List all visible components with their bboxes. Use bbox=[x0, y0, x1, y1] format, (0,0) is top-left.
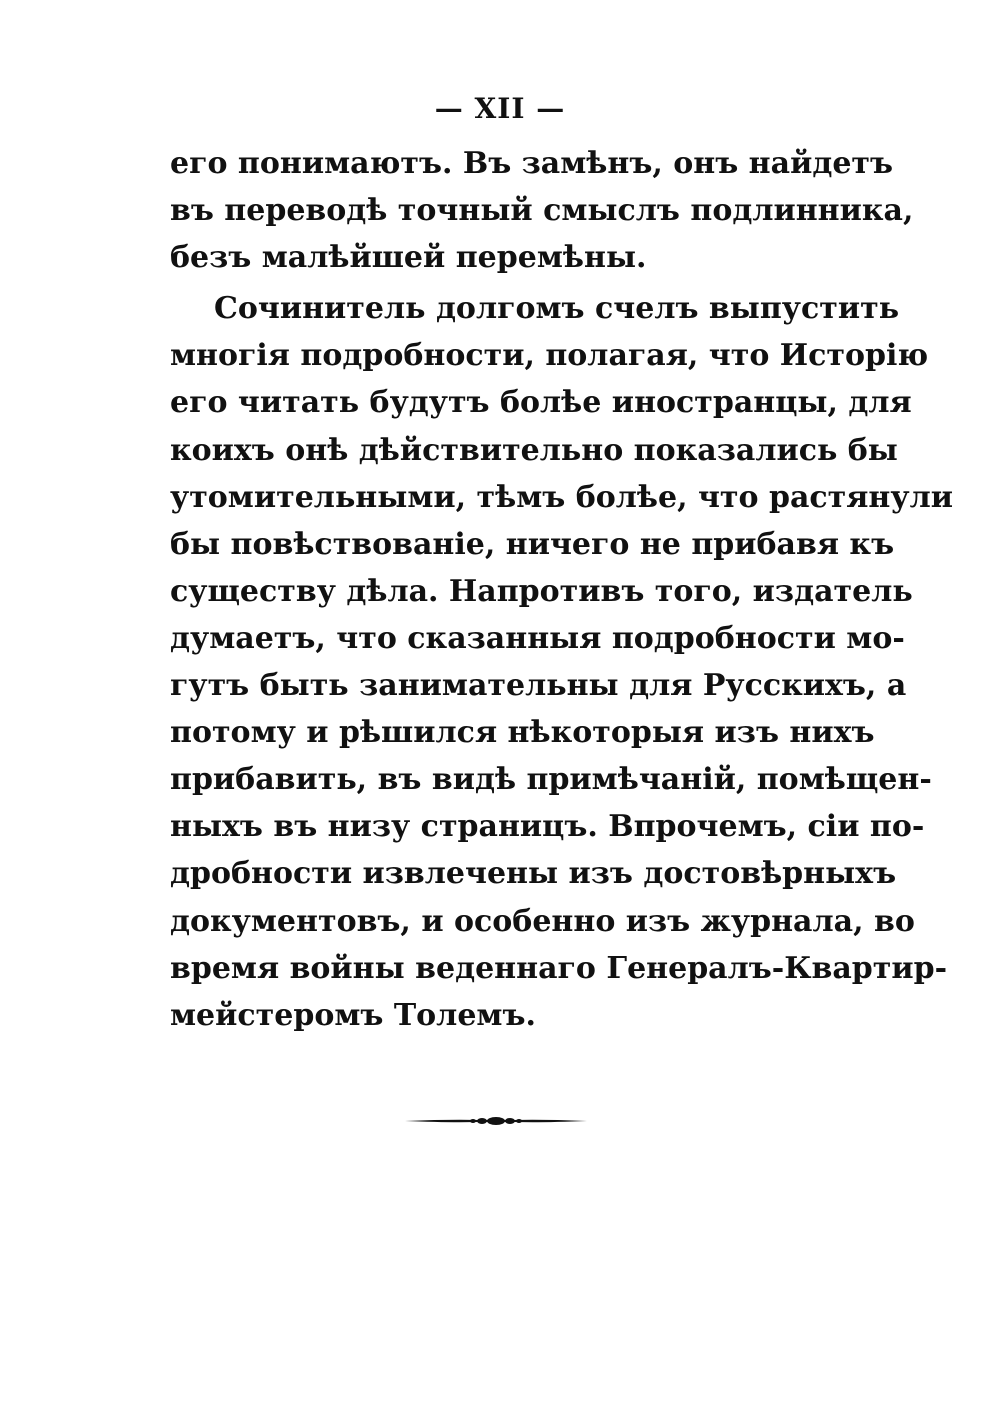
text-line: бы повѣствованіе, ничего не прибавя къ bbox=[170, 526, 895, 562]
text-line: ныхъ въ низу страницъ. Впрочемъ, сіи по- bbox=[170, 809, 925, 845]
text-line: Сочинитель долгомъ счелъ выпустить bbox=[214, 291, 900, 327]
text-line: существу дѣла. Напротивъ того, издатель bbox=[170, 573, 913, 609]
text-line: думаетъ, что сказанныя подробности мо- bbox=[170, 620, 905, 656]
text-line: коихъ онѣ дѣйствительно показались бы bbox=[170, 432, 898, 468]
text-line: въ переводѣ точный смыслъ подлинника, bbox=[170, 193, 914, 229]
paragraph-2 bbox=[170, 285, 953, 1039]
text-line: потому и рѣшился нѣкоторыя изъ нихъ bbox=[170, 715, 875, 751]
text-line: его читать будутъ болѣе иностранцы, для bbox=[170, 385, 912, 421]
text-line: мейстеромъ Толемъ. bbox=[170, 997, 536, 1033]
text-line: время войны веденнаго Генералъ-Квартир- bbox=[170, 950, 948, 986]
text-line: гутъ быть занимательны для Русскихъ, а bbox=[170, 668, 907, 704]
paragraph-1 bbox=[170, 140, 914, 281]
text-line: его понимаютъ. Въ замѣнъ, онъ найдетъ bbox=[170, 146, 894, 181]
text-body bbox=[170, 140, 953, 1039]
text-line: утомительными, тѣмъ болѣе, что растянули bbox=[170, 479, 953, 515]
text-line: безъ малѣйшей перемѣны. bbox=[170, 240, 647, 276]
text-line: документовъ, и особенно изъ журнала, во bbox=[170, 903, 915, 939]
text-line: прибавить, въ видѣ примѣчаній, помѣщен- bbox=[170, 762, 932, 798]
text-line: дробности извлечены изъ достовѣрныхъ bbox=[170, 856, 897, 892]
page-number: — XII — bbox=[434, 92, 566, 125]
tailpiece-ornament-icon bbox=[405, 1108, 587, 1134]
text-line: многія подробности, полагая, что Исторію bbox=[170, 338, 929, 374]
